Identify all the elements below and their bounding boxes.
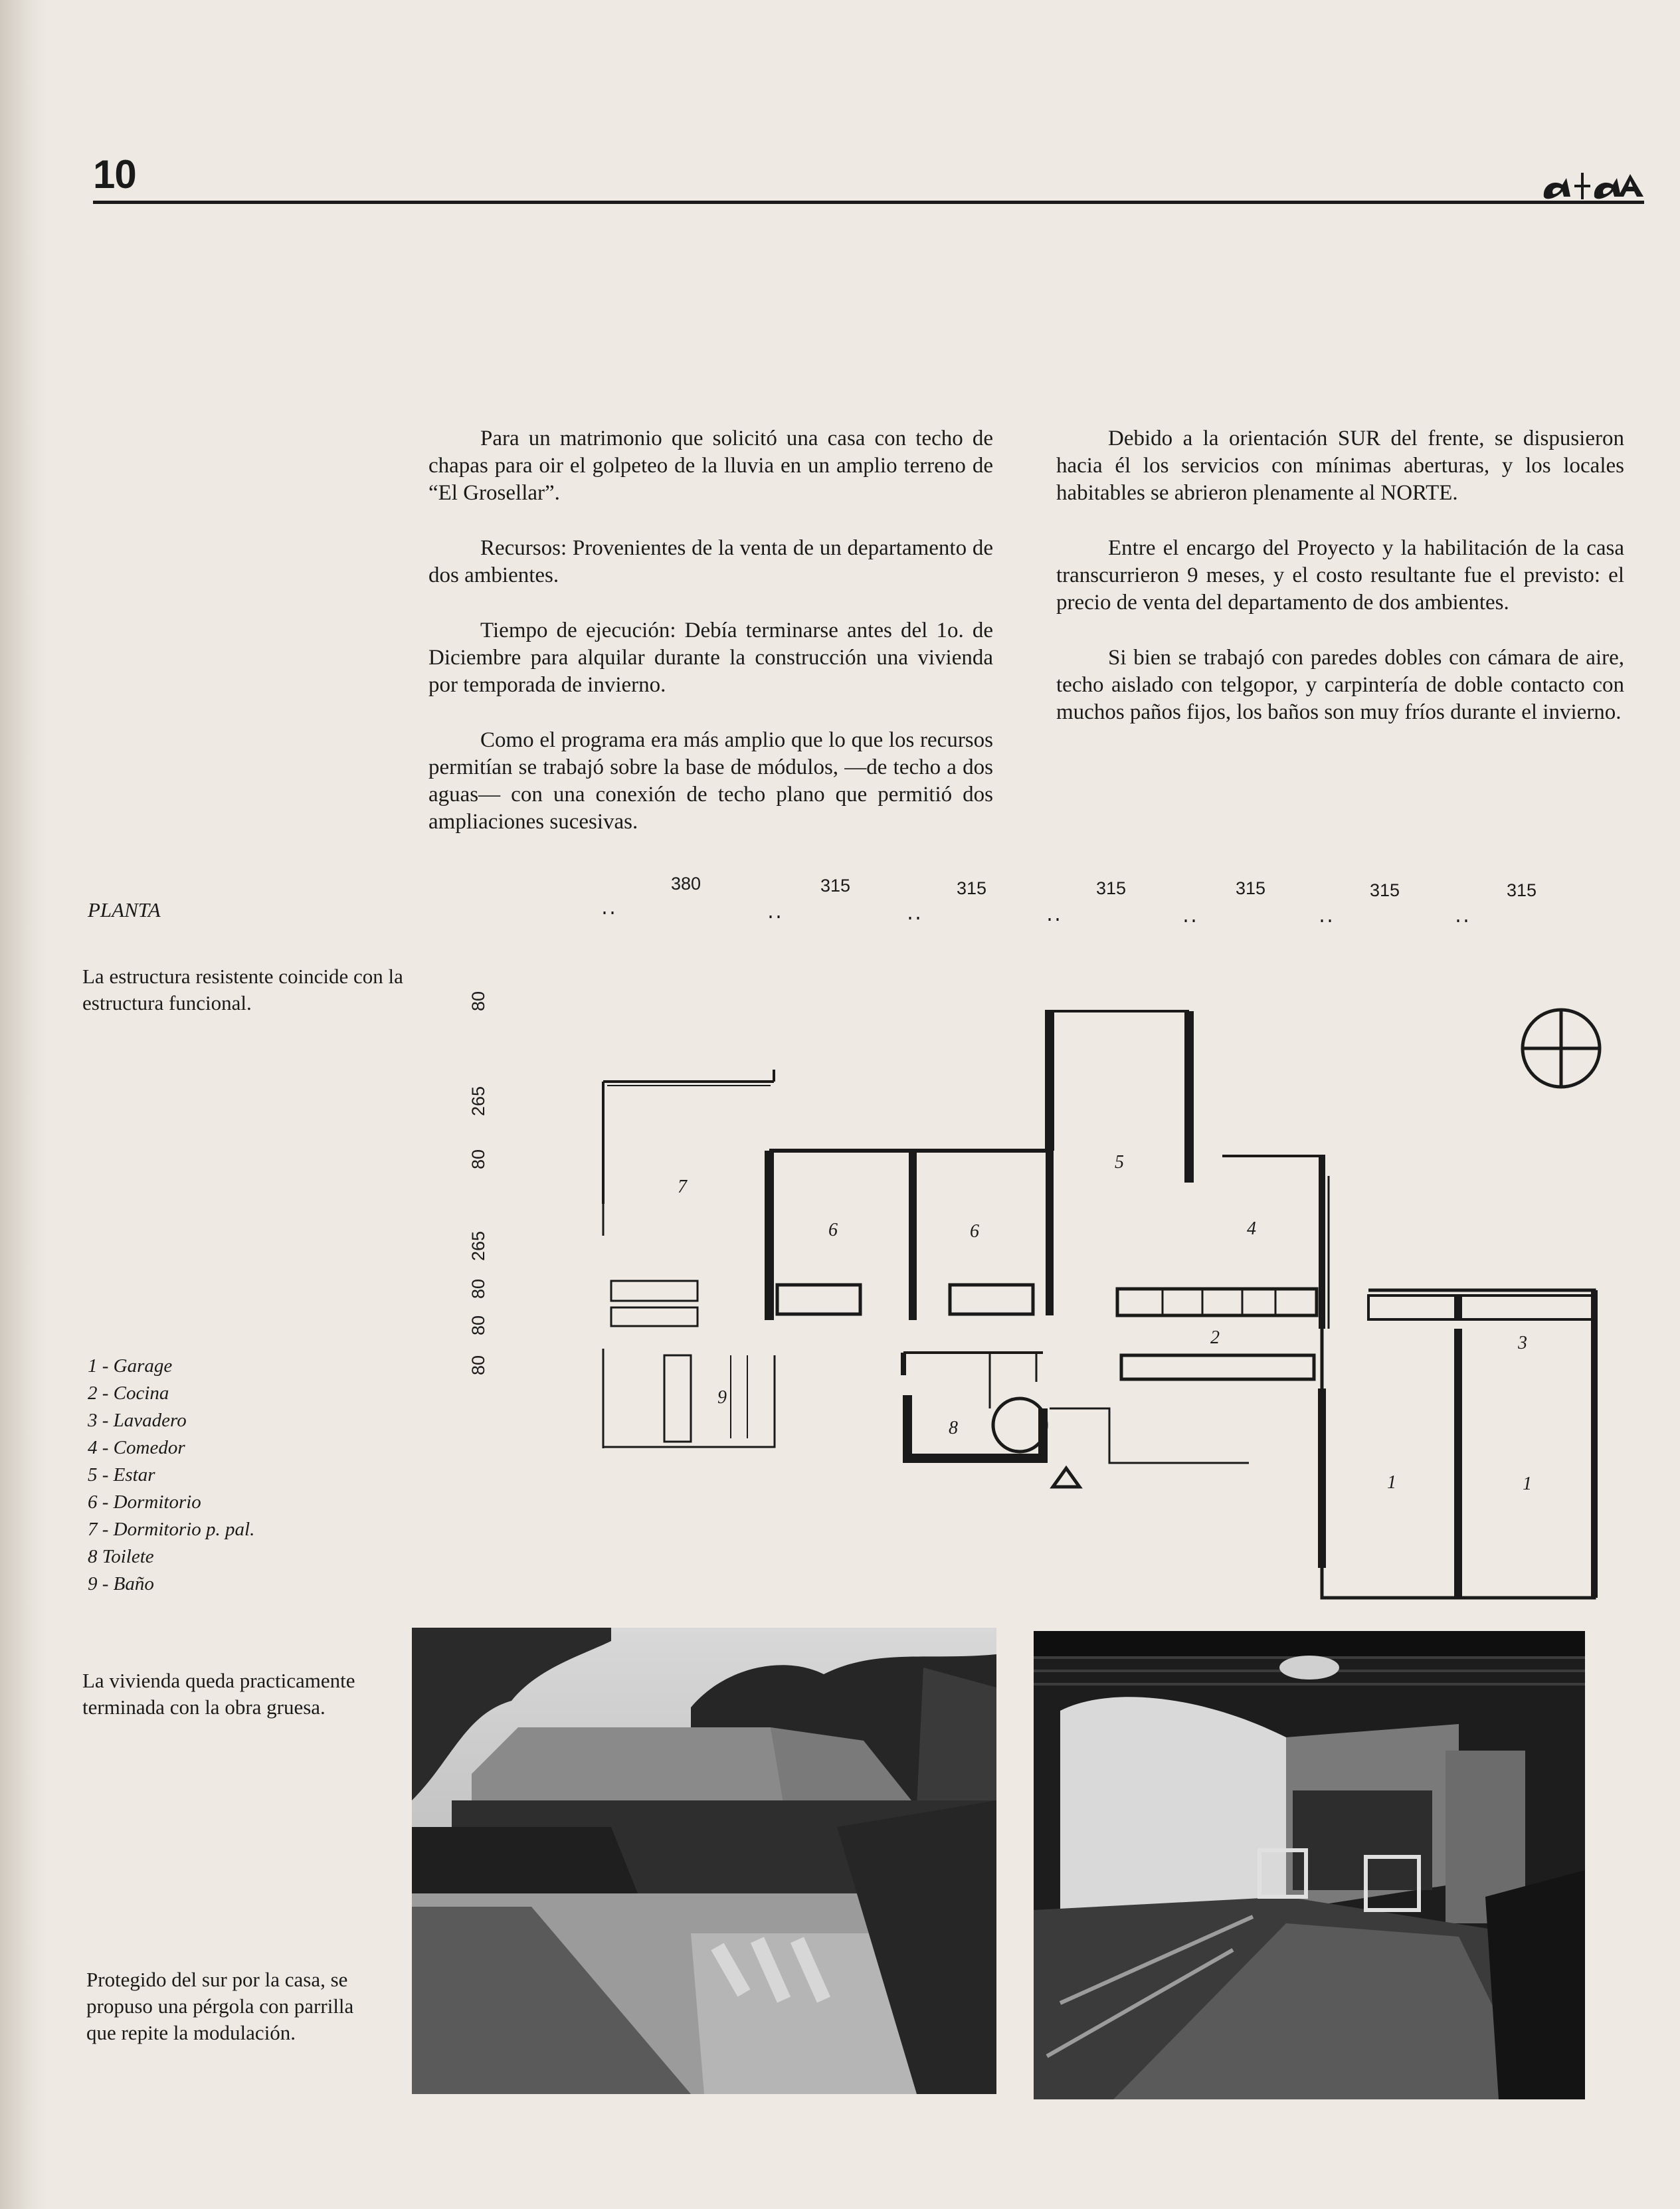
right-column <box>1056 425 1624 754</box>
right-paragraph: Si bien se trabajó con paredes dobles con cámara de aire, techo aislado con telgopor, y carpintería de doble contacto con muchos paños fijos, los baños son muy fríos durante el invierno. <box>1056 646 1624 724</box>
legend-item: 9 - Baño <box>88 1573 154 1594</box>
aa-logo <box>1540 165 1646 203</box>
header-rule <box>93 201 1644 204</box>
legend-item: 2 - Cocina <box>88 1383 169 1404</box>
room-number: 4 <box>1247 1218 1256 1239</box>
room-number: 6 <box>970 1221 979 1242</box>
legend-item: 3 - Lavadero <box>88 1410 187 1431</box>
left-photo-caption: La vivienda queda practicamente terminada con la obra gruesa. <box>82 1669 355 1719</box>
legend-item: 7 - Dormitorio p. pal. <box>88 1519 255 1540</box>
intro-paragraph: Para un matrimonio que solicitó una casa con techo de chapas para oir el golpeteo de la lluvia en un amplio terreno de “El Grosellar”. <box>428 427 993 505</box>
legend-item: 8 Toilete <box>88 1546 154 1567</box>
room-number: 2 <box>1210 1327 1220 1348</box>
dimension-label: 80 <box>468 1278 488 1299</box>
room-number: 3 <box>1518 1333 1527 1353</box>
dimension-label: 315 <box>1236 878 1266 898</box>
intro-paragraph: Recursos: Provenientes de la venta de un departamento de dos ambientes. <box>428 536 993 587</box>
dimension-label: 315 <box>957 878 987 898</box>
plan-legend <box>88 1353 254 1598</box>
legend-item: 1 - Garage <box>88 1355 173 1377</box>
page-binding-edge <box>0 0 47 2209</box>
intro-column <box>428 425 993 864</box>
room-number: 1 <box>1523 1474 1532 1494</box>
room-number: 7 <box>678 1177 687 1197</box>
room-number: 9 <box>717 1387 727 1408</box>
dimension-label: 80 <box>468 1315 488 1335</box>
plan-title: PLANTA <box>88 898 161 921</box>
dimension-label: 265 <box>468 1086 488 1116</box>
room-number: 5 <box>1115 1152 1124 1173</box>
dimension-label: 80 <box>468 1149 488 1169</box>
pergola-photo <box>1034 1631 1585 2099</box>
legend-item: 4 - Comedor <box>88 1437 185 1458</box>
room-number: 8 <box>949 1418 958 1438</box>
dimension-label: 380 <box>671 874 701 894</box>
legend-item: 6 - Dormitorio <box>88 1491 201 1513</box>
dimension-label: 315 <box>820 876 851 896</box>
dimension-label: 315 <box>1507 880 1537 900</box>
right-paragraph: Debido a la orientación SUR del frente, se dispusieron hacia él los servicios con mínimas aberturas, y los locales habitables se abrieron plenamente al NORTE. <box>1056 427 1624 505</box>
structure-note: La estructura resistente coincide con la estructura funcional. <box>82 965 403 1014</box>
page-number: 10 <box>93 152 136 197</box>
intro-paragraph: Como el programa era más amplio que lo que los recursos permitían se trabajó sobre la base de módulos, —de techo a dos aguas— con una conexión de techo plano que permitió dos ampliaciones sucesivas. <box>428 728 993 834</box>
floor-plan-drawing <box>585 904 1621 1608</box>
right-photo-caption: Protegido del sur por la casa, se propuso una pérgola con parrilla que repite la modulación. <box>86 1968 354 2044</box>
dimension-label: 265 <box>468 1230 488 1261</box>
house-exterior-photo <box>412 1628 996 2094</box>
dimension-label: 80 <box>468 1355 488 1375</box>
intro-paragraph: Tiempo de ejecución: Debía terminarse antes del 1o. de Diciembre para alquilar durante la construcción una vivienda por temporada de invierno. <box>428 619 993 697</box>
dimension-label: 315 <box>1096 878 1127 898</box>
dimension-label: 315 <box>1370 880 1400 900</box>
right-paragraph: Entre el encargo del Proyecto y la habilitación de la casa transcurrieron 9 meses, y el costo resultante fue el previsto: el precio de venta del departamento de dos ambientes. <box>1056 536 1624 615</box>
room-number: 6 <box>828 1220 838 1240</box>
room-number: 1 <box>1387 1472 1396 1493</box>
dimension-label: 80 <box>468 991 488 1011</box>
legend-item: 5 - Estar <box>88 1464 155 1486</box>
